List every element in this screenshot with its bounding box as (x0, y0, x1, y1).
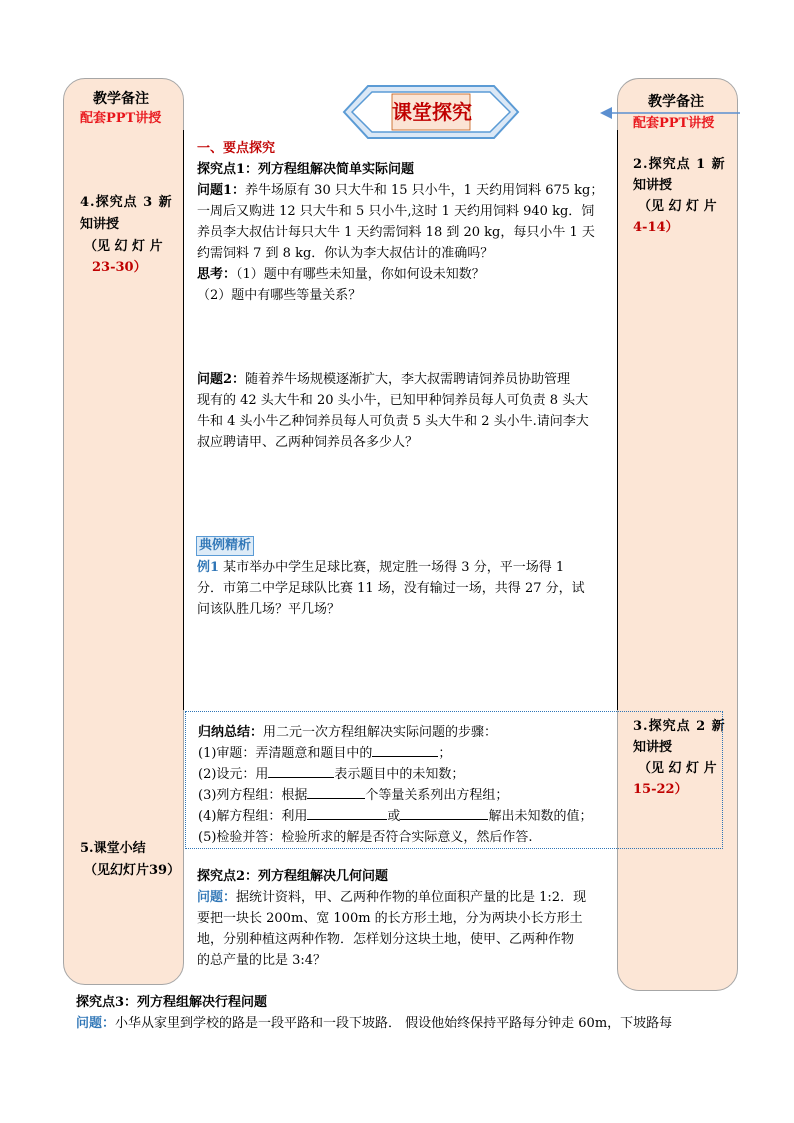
think-q2: （2）题中有哪些等量关系？ (197, 288, 362, 303)
right-ppt-note: 配套PPT讲授 (633, 116, 715, 131)
point3-title: 探究点3：列方程组解决行程问题 (76, 995, 268, 1010)
main-left-border (183, 130, 184, 710)
p2-line4: 的总产量的比是 3:4？ (197, 953, 327, 968)
left-note1-line2: 知讲授 (80, 217, 120, 232)
left-ppt-note: 配套PPT讲授 (80, 111, 162, 126)
q2-line1 (197, 369, 570, 390)
right-note2-range: 15-22） (633, 782, 688, 797)
step3-text: (3)列方程组：根据 (198, 788, 308, 803)
q2-label: 问题2： (197, 372, 246, 387)
right-note2-line1: 3.探究点 2 新 (633, 719, 726, 734)
think-label: 思考： (197, 267, 237, 282)
arrow-left-icon (600, 105, 740, 121)
step4-end: 解出未知数的值； (488, 809, 593, 824)
right-note1-line2: 知讲授 (633, 178, 673, 193)
right-note1-line1: 2.探究点 1 新 (633, 157, 726, 172)
summary-step2 (198, 764, 464, 785)
right-note2-ref: （见 幻 灯 片 (638, 761, 717, 776)
left-note1-ref: （见 幻 灯 片 (84, 239, 163, 254)
step2-end: 表示题目中的未知数； (334, 767, 465, 782)
step2-text: (2)设元：用 (198, 767, 269, 782)
example-line3: 问该队胜几场？平几场？ (197, 602, 341, 617)
main-right-border (617, 130, 618, 710)
q2-line2: 现有的 42 头大牛和 20 头小牛，已知甲种饲养员每人可负责 8 头大 (197, 393, 589, 408)
left-note1-range: 23-30） (92, 260, 147, 275)
step3-blank (307, 786, 365, 799)
q2-text-1: 随着养牛场规模逐渐扩大，李大叔需聘请饲养员协助管理 (245, 372, 571, 387)
left-note2-ref: （见幻灯片39） (84, 863, 181, 878)
p2-line1 (197, 887, 586, 908)
step3-end: 个等量关系列出方程组； (365, 788, 509, 803)
step4-blank-1 (307, 807, 387, 820)
summary-intro (198, 722, 497, 743)
summary-step3 (198, 785, 508, 806)
left-note2-line: 5.课堂小结 (80, 841, 146, 856)
example-line1 (197, 557, 564, 578)
right-note1-range: 4-14） (633, 220, 679, 235)
right-note1-ref: （见 幻 灯 片 (638, 199, 717, 214)
left-note1-line1: 4.探究点 3 新 (80, 195, 173, 210)
point1-title: 探究点1：列方程组解决简单实际问题 (197, 162, 415, 177)
banner-title: 课堂探究 (392, 100, 472, 124)
right-note2-line2: 知讲授 (633, 740, 673, 755)
left-sidebar-title: 教学备注 (93, 91, 149, 107)
step2-blank (268, 765, 334, 778)
p2-line2: 要把一块长 200m、宽 100m 的长方形土地，分为两块小长方形土 (197, 911, 583, 926)
example-tag: 典例精析 (196, 536, 254, 556)
summary-step4 (198, 806, 592, 827)
summary-step5: (5)检验并答：检验所求的解是否符合实际意义，然后作答. (198, 830, 533, 845)
summary-label: 归纳总结： (198, 725, 264, 740)
example-label: 例1 (197, 560, 220, 575)
summary-intro-text: 用二元一次方程组解决实际问题的步骤： (263, 725, 498, 740)
q2-line4: 叔应聘请甲、乙两种饲养员各多少人？ (197, 435, 419, 450)
step1-blank (372, 744, 438, 757)
p3-label: 问题： (76, 1016, 116, 1031)
p2-label: 问题： (197, 890, 237, 905)
step1-text: (1)审题：弄清题意和题目中的 (198, 746, 373, 761)
step4-or: 或 (387, 809, 401, 824)
think-q1: （1）题中有哪些未知量，你如何设未知数？ (236, 267, 485, 282)
p2-line3: 地，分别种植这两种作物．怎样划分这块土地，使甲、乙两种作物 (197, 932, 575, 947)
step1-end: ； (438, 746, 452, 761)
q1-line3: 养员李大叔估计每只大牛 1 天约需饲料 18 到 20 kg，每只小牛 1 天 (197, 225, 595, 240)
q1-label: 问题1： (197, 183, 246, 198)
step4-blank-2 (400, 807, 488, 820)
step4-text: (4)解方程组：利用 (198, 809, 308, 824)
p3-text: 小华从家里到学校的路是一段平路和一段下坡路． 假设他始终保持平路每分钟走 60m，下坡路每 (115, 1016, 673, 1031)
q1-text-1: 养牛场原有 30 只大牛和 15 只小牛，1 天约用饲料 675 kg； (245, 183, 604, 198)
p3-line1 (76, 1013, 672, 1034)
example-text-1: 某市举办中学生足球比赛，规定胜一场得 3 分，平一场得 1 (219, 560, 565, 575)
point2-title: 探究点2：列方程组解决几何问题 (197, 869, 389, 884)
q1-line4: 约需饲料 7 到 8 kg．你认为李大叔估计的准确吗？ (197, 246, 494, 261)
think-line1 (197, 264, 485, 285)
q1-line1 (197, 180, 603, 201)
q2-line3: 牛和 4 头小牛乙种饲养员每人可负责 5 头大牛和 2 头小牛.请问李大 (197, 414, 589, 429)
q1-line2: 一周后又购进 12 只大牛和 5 只小牛,这时 1 天约用饲料 940 kg．饲 (197, 204, 595, 219)
right-sidebar-title: 教学备注 (648, 94, 704, 110)
p2-text-1: 据统计资料，甲、乙两种作物的单位面积产量的比是 1:2．现 (236, 890, 587, 905)
section-heading: 一、要点探究 (197, 141, 276, 156)
example-line2: 分．市第二中学足球队比赛 11 场，没有输过一场，共得 27 分，试 (197, 581, 585, 596)
summary-step1 (198, 743, 451, 764)
